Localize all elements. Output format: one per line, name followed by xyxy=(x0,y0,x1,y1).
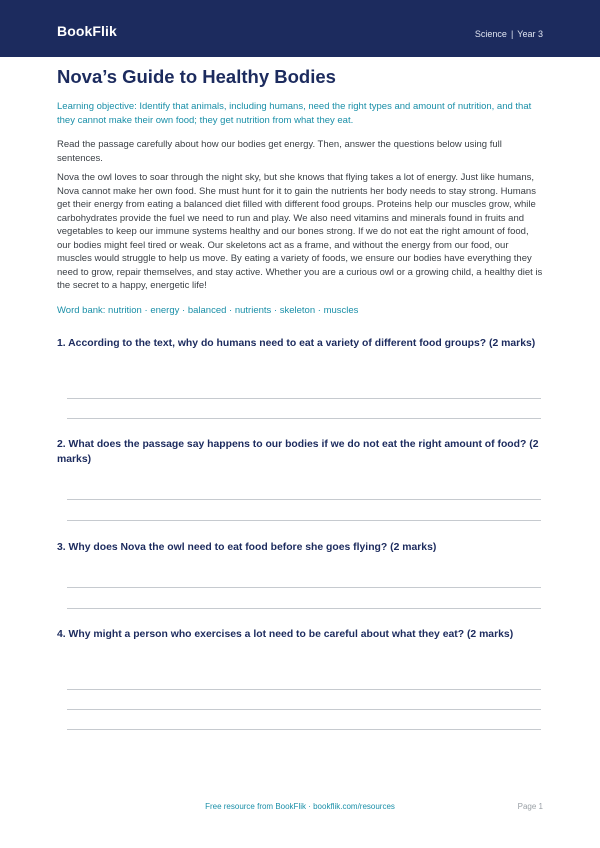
question-text: 4. Why might a person who exercises a lot need to be careful about what they eat? (2 marks) xyxy=(57,629,514,640)
instructions: Read the passage carefully about how our bodies get energy. Then, answer the questions below using full sentences. xyxy=(57,139,502,164)
answer-line[interactable] xyxy=(67,398,541,399)
question-2 xyxy=(57,437,543,467)
answer-line[interactable] xyxy=(67,520,541,521)
word-bank-word: · nutrients xyxy=(226,305,271,316)
reading-passage: Nova the owl loves to soar through the night sky, but she knows that flying takes a lot of energy. Just like humans, Nova cannot make her own food. She must hunt for it to gain the nutrients her body needs to stay strong. Humans get their energy from eating a balanced diet filled with different food groups. Proteins help our muscles grow, while carbohydrates provide the fuel we need to run and play. We also need vitamins and minerals found in fruits and vegetables to keep our immune systems healthy and our bones strong. If we do not eat the right amount of food, our bodies might feel tired or weak. Our skeletons act as a frame, and without the energy from our food, our muscles would struggle to help us move. By eating a variety of foods, we ensure our bodies have everything they need to grow, repair themselves, and stay active. Whether you are a curious owl or a growing child, a healthy diet is the secret to a happy, energetic life! xyxy=(57,172,543,291)
question-text: 1. According to the text, why do humans need to eat a variety of different food groups? (2 marks) xyxy=(57,338,536,349)
answer-line[interactable] xyxy=(67,729,541,730)
word-bank-word: · energy xyxy=(142,305,180,316)
word-bank-label: Word bank: xyxy=(57,304,106,316)
brand-logo[interactable]: BookFlik xyxy=(57,23,117,39)
footer-resource-link[interactable]: Free resource from BookFlik · bookflik.com/resources xyxy=(205,802,395,811)
word-bank xyxy=(57,304,543,318)
header-bar xyxy=(0,0,600,57)
question-4 xyxy=(57,627,543,642)
answer-line[interactable] xyxy=(67,587,541,588)
worksheet-content xyxy=(57,66,543,317)
question-3 xyxy=(57,540,543,555)
answer-line[interactable] xyxy=(67,608,541,609)
subject-label: Science xyxy=(474,29,507,39)
word-bank-word: nutrition xyxy=(108,304,142,316)
word-bank-word: · balanced xyxy=(179,305,226,316)
question-1 xyxy=(57,336,543,351)
word-bank-word: · muscles xyxy=(315,305,358,316)
header-meta xyxy=(475,29,543,39)
learning-objective: Learning objective: Identify that animals, including humans, need the right types and amount of nutrition, and that they cannot make their own food; they get nutrition from what they eat. xyxy=(57,101,532,126)
word-bank-words xyxy=(108,305,358,316)
question-text: 3. Why does Nova the owl need to eat food before she goes flying? (2 marks) xyxy=(57,542,437,553)
page-title: Nova’s Guide to Healthy Bodies xyxy=(57,66,336,87)
meta-separator: | xyxy=(510,29,514,39)
question-text: 2. What does the passage say happens to our bodies if we do not eat the right amount of food? (2 marks) xyxy=(57,439,539,465)
answer-line[interactable] xyxy=(67,418,541,419)
answer-line[interactable] xyxy=(67,689,541,690)
page-number: Page 1 xyxy=(517,802,543,811)
answer-line[interactable] xyxy=(67,709,541,710)
answer-line[interactable] xyxy=(67,499,541,500)
year-label: Year 3 xyxy=(517,29,543,39)
word-bank-word: · skeleton xyxy=(271,305,315,316)
